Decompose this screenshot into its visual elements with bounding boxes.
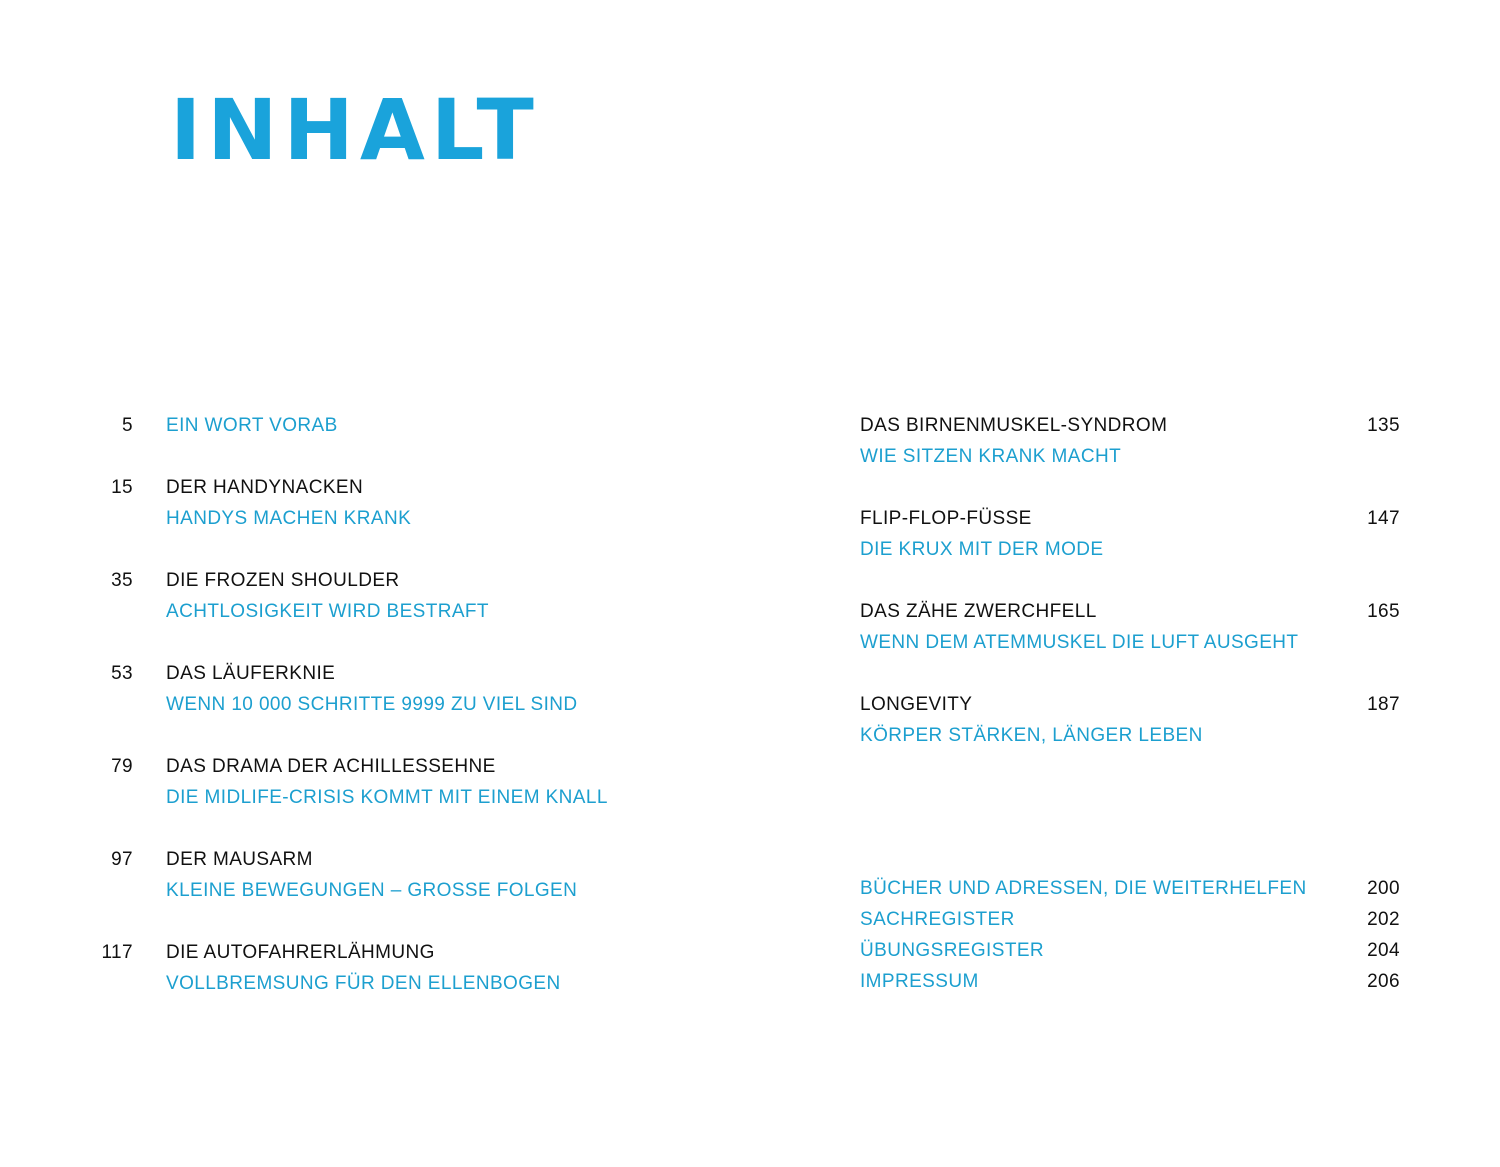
toc-page-number: 97 (111, 849, 133, 870)
toc-subtitle: HANDYS MACHEN KRANK (166, 508, 412, 529)
toc-entry[interactable] (860, 689, 1400, 751)
toc-chapter-title: DAS BIRNENMUSKEL-SYNDROM (860, 415, 1168, 436)
toc-entry[interactable] (860, 503, 1400, 565)
toc-chapter-title: DIE AUTOFAHRERLÄHMUNG (166, 942, 435, 963)
toc-page-number: 204 (1367, 940, 1400, 961)
toc-page-number: 35 (111, 570, 133, 591)
toc-page-number: 53 (111, 663, 133, 684)
appendix-label: SACHREGISTER (860, 909, 1015, 930)
page-title: INHALT (170, 81, 540, 179)
toc-chapter-title: LONGEVITY (860, 694, 973, 715)
toc-chapter-title: DIE FROZEN SHOULDER (166, 570, 400, 591)
toc-chapter-title: DER HANDYNACKEN (166, 477, 364, 498)
toc-page-number: 206 (1367, 971, 1400, 992)
toc-left-column (0, 410, 700, 1030)
toc-subtitle: KÖRPER STÄRKEN, LÄNGER LEBEN (860, 725, 1203, 746)
toc-entry[interactable] (0, 844, 700, 906)
appendix-label: IMPRESSUM (860, 971, 979, 992)
toc-entry[interactable] (0, 658, 700, 720)
toc-entry[interactable] (0, 410, 700, 441)
toc-page-number: 187 (1367, 694, 1400, 715)
toc-subtitle: DIE KRUX MIT DER MODE (860, 539, 1104, 560)
toc-page-number: 117 (101, 942, 133, 963)
toc-entry[interactable] (0, 937, 700, 999)
toc-page-number: 200 (1367, 878, 1400, 899)
appendix-entry[interactable] (860, 873, 1400, 904)
appendix-entry[interactable] (860, 904, 1400, 935)
toc-appendix (860, 873, 1400, 997)
toc-entry[interactable] (860, 596, 1400, 658)
toc-chapter-title: FLIP-FLOP-FÜSSE (860, 508, 1032, 529)
toc-entry[interactable] (0, 565, 700, 627)
toc-page-number: 5 (122, 415, 133, 436)
toc-subtitle: ACHTLOSIGKEIT WIRD BESTRAFT (166, 601, 489, 622)
toc-page-number: 147 (1367, 508, 1400, 529)
toc-page-number: 79 (111, 756, 133, 777)
toc-subtitle: KLEINE BEWEGUNGEN – GROSSE FOLGEN (166, 880, 578, 901)
toc-entry[interactable] (0, 472, 700, 534)
toc-subtitle: WIE SITZEN KRANK MACHT (860, 446, 1122, 467)
toc-subtitle: WENN DEM ATEMMUSKEL DIE LUFT AUSGEHT (860, 632, 1299, 653)
toc-page-number: 15 (111, 477, 133, 498)
toc-page-number: 135 (1367, 415, 1400, 436)
toc-chapter-title: DAS DRAMA DER ACHILLESSEHNE (166, 756, 496, 777)
toc-entry[interactable] (0, 751, 700, 813)
toc-chapter-title: DAS ZÄHE ZWERCHFELL (860, 601, 1097, 622)
toc-subtitle: WENN 10 000 SCHRITTE 9999 ZU VIEL SIND (166, 694, 578, 715)
toc-chapter-title: DAS LÄUFERKNIE (166, 663, 336, 684)
toc-page-number: 165 (1367, 601, 1400, 622)
toc-page-number: 202 (1367, 909, 1400, 930)
appendix-label: BÜCHER UND ADRESSEN, DIE WEITERHELFEN (860, 878, 1307, 899)
toc-right-column (860, 410, 1400, 782)
appendix-entry[interactable] (860, 935, 1400, 966)
toc-subtitle: DIE MIDLIFE-CRISIS KOMMT MIT EINEM KNALL (166, 787, 608, 808)
appendix-entry[interactable] (860, 966, 1400, 997)
toc-entry[interactable] (860, 410, 1400, 472)
toc-subtitle: VOLLBREMSUNG FÜR DEN ELLENBOGEN (166, 973, 561, 994)
toc-subtitle: EIN WORT VORAB (166, 415, 338, 436)
toc-chapter-title: DER MAUSARM (166, 849, 313, 870)
appendix-label: ÜBUNGSREGISTER (860, 940, 1045, 961)
